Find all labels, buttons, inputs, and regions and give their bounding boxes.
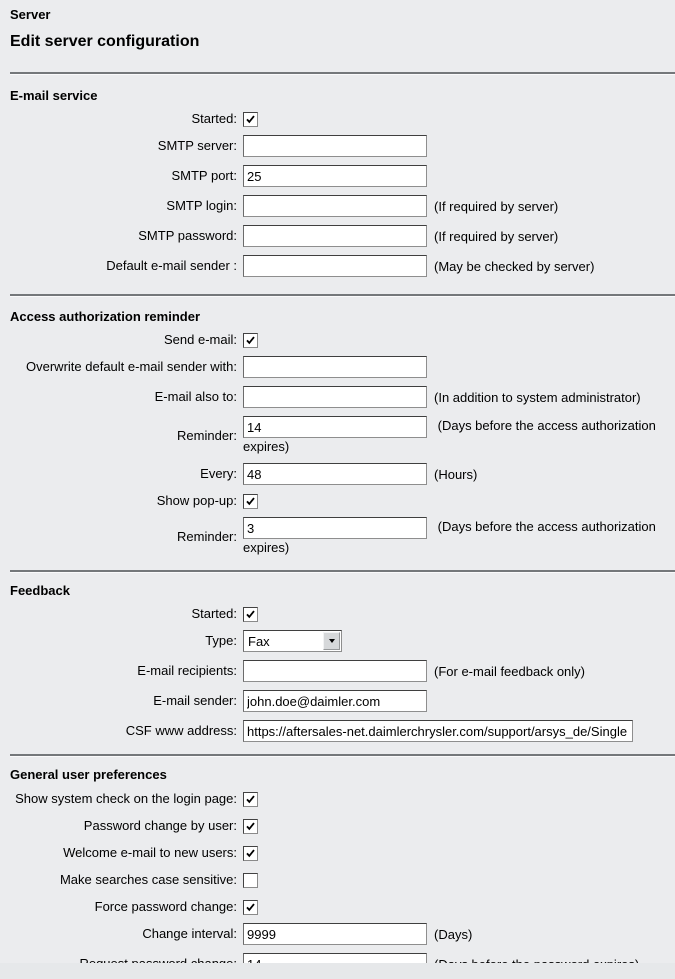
checkmark-icon	[246, 849, 255, 858]
smtp-login-input[interactable]	[243, 195, 427, 217]
form-row-smtp-port	[0, 165, 675, 187]
send-email-checkbox[interactable]	[243, 333, 258, 348]
field-label: E-mail also to:	[154, 389, 237, 404]
checkmark-icon	[246, 497, 255, 506]
popup-reminder-days-input[interactable]	[243, 517, 427, 539]
checkmark-icon	[246, 903, 255, 912]
breadcrumb: Server	[10, 7, 51, 22]
form-row-send-email	[0, 332, 675, 348]
welcome-email-checkbox[interactable]	[243, 846, 258, 861]
field-label: Reminder:	[177, 427, 237, 443]
form-row-case-sensitive	[0, 872, 675, 888]
section-heading: E-mail service	[10, 88, 98, 103]
field-hint: (If required by server)	[434, 228, 559, 244]
checkmark-icon	[246, 336, 255, 345]
section-access-authorization-reminder	[0, 309, 675, 556]
field-hint: (Days)	[434, 926, 473, 942]
field-label: SMTP password:	[138, 228, 237, 243]
field-label: E-mail sender:	[153, 693, 237, 708]
field-label: Default e-mail sender :	[106, 258, 237, 273]
change-interval-input[interactable]	[243, 923, 427, 945]
email-recipients-input[interactable]	[243, 660, 427, 682]
field-label: E-mail recipients:	[137, 663, 237, 678]
section-divider	[10, 570, 675, 573]
field-hint: (May be checked by server)	[434, 258, 595, 274]
field-label: Show system check on the login page:	[15, 791, 237, 806]
chevron-down-icon[interactable]	[323, 632, 340, 650]
field-hint: (If required by server)	[434, 198, 559, 214]
form-row-feedback-type	[0, 630, 675, 652]
email-also-to-input[interactable]	[243, 386, 427, 408]
field-label: Type:	[205, 633, 237, 648]
force-password-change-checkbox[interactable]	[243, 900, 258, 915]
smtp-password-input[interactable]	[243, 225, 427, 247]
form-row-smtp-server	[0, 135, 675, 157]
reminder-days-input[interactable]	[243, 416, 427, 438]
checkmark-icon	[246, 610, 255, 619]
case-sensitive-checkbox[interactable]	[243, 873, 258, 888]
section-divider	[10, 294, 675, 297]
form-row-show-popup	[0, 493, 675, 509]
page-title: Edit server configuration	[10, 33, 200, 50]
form-row-reminder-days	[0, 416, 675, 455]
smtp-port-input[interactable]	[243, 165, 427, 187]
checkmark-icon	[246, 822, 255, 831]
csf-www-address-input[interactable]	[243, 720, 633, 742]
field-label: Overwrite default e-mail sender with:	[26, 359, 237, 374]
form-row-default-email-sender	[0, 255, 675, 277]
field-label: Change interval:	[142, 926, 237, 941]
form-row-csf-www-address	[0, 720, 675, 742]
form-row-show-system-check	[0, 791, 675, 807]
section-divider	[10, 754, 675, 757]
section-heading: Access authorization reminder	[10, 309, 200, 324]
show-system-check-checkbox[interactable]	[243, 792, 258, 807]
field-label: SMTP port:	[171, 168, 237, 183]
page-header	[0, 0, 675, 51]
field-label: Every:	[200, 466, 237, 481]
section-heading: Feedback	[10, 583, 70, 598]
form-row-welcome-email	[0, 845, 675, 861]
show-popup-checkbox[interactable]	[243, 494, 258, 509]
section-divider	[10, 72, 675, 75]
field-label: Started:	[191, 606, 237, 621]
form-row-change-interval	[0, 923, 675, 945]
form-row-smtp-password	[0, 225, 675, 247]
field-hint: (Days before the access authorization expires)	[243, 519, 656, 555]
feedback-type-select[interactable]	[243, 630, 342, 652]
form-row-smtp-login	[0, 195, 675, 217]
section-heading: General user preferences	[10, 767, 167, 782]
field-label: Force password change:	[94, 899, 237, 914]
field-label: Show pop-up:	[156, 493, 237, 508]
form-row-overwrite-sender	[0, 356, 675, 378]
overwrite-sender-input[interactable]	[243, 356, 427, 378]
footer-strip	[0, 963, 675, 979]
field-label: CSF www address:	[125, 723, 237, 738]
form-row-popup-reminder-days	[0, 517, 675, 556]
section-general-user-preferences	[0, 767, 675, 975]
form-row-email-also-to	[0, 386, 675, 408]
field-label: Password change by user:	[83, 818, 237, 833]
select-selected-value: Fax	[248, 633, 270, 649]
smtp-server-input[interactable]	[243, 135, 427, 157]
field-label: Welcome e-mail to new users:	[63, 845, 237, 860]
password-change-by-user-checkbox[interactable]	[243, 819, 258, 834]
form-row-email-sender	[0, 690, 675, 712]
form-row-password-change-by-user	[0, 818, 675, 834]
default-email-sender-input[interactable]	[243, 255, 427, 277]
section-feedback	[0, 583, 675, 742]
email-service-started-checkbox[interactable]	[243, 112, 258, 127]
form-row-email-recipients	[0, 660, 675, 682]
email-sender-input[interactable]	[243, 690, 427, 712]
checkmark-icon	[246, 115, 255, 124]
field-hint: (For e-mail feedback only)	[434, 663, 585, 679]
form-row-started	[0, 111, 675, 127]
field-hint: (In addition to system administrator)	[434, 389, 641, 405]
field-label: SMTP server:	[157, 138, 237, 153]
feedback-started-checkbox[interactable]	[243, 607, 258, 622]
every-hours-input[interactable]	[243, 463, 427, 485]
form-row-every-hours	[0, 463, 675, 485]
field-label: Make searches case sensitive:	[59, 872, 237, 887]
form-row-feedback-started	[0, 606, 675, 622]
field-label: Started:	[191, 111, 237, 126]
section-email-service	[0, 88, 675, 277]
field-label: Reminder:	[177, 528, 237, 544]
form-row-force-password-change	[0, 899, 675, 915]
field-hint: (Hours)	[434, 466, 478, 482]
field-label: Send e-mail:	[164, 332, 237, 347]
field-hint: (Days before the access authorization expires)	[243, 418, 656, 454]
field-label: SMTP login:	[166, 198, 237, 213]
checkmark-icon	[246, 795, 255, 804]
